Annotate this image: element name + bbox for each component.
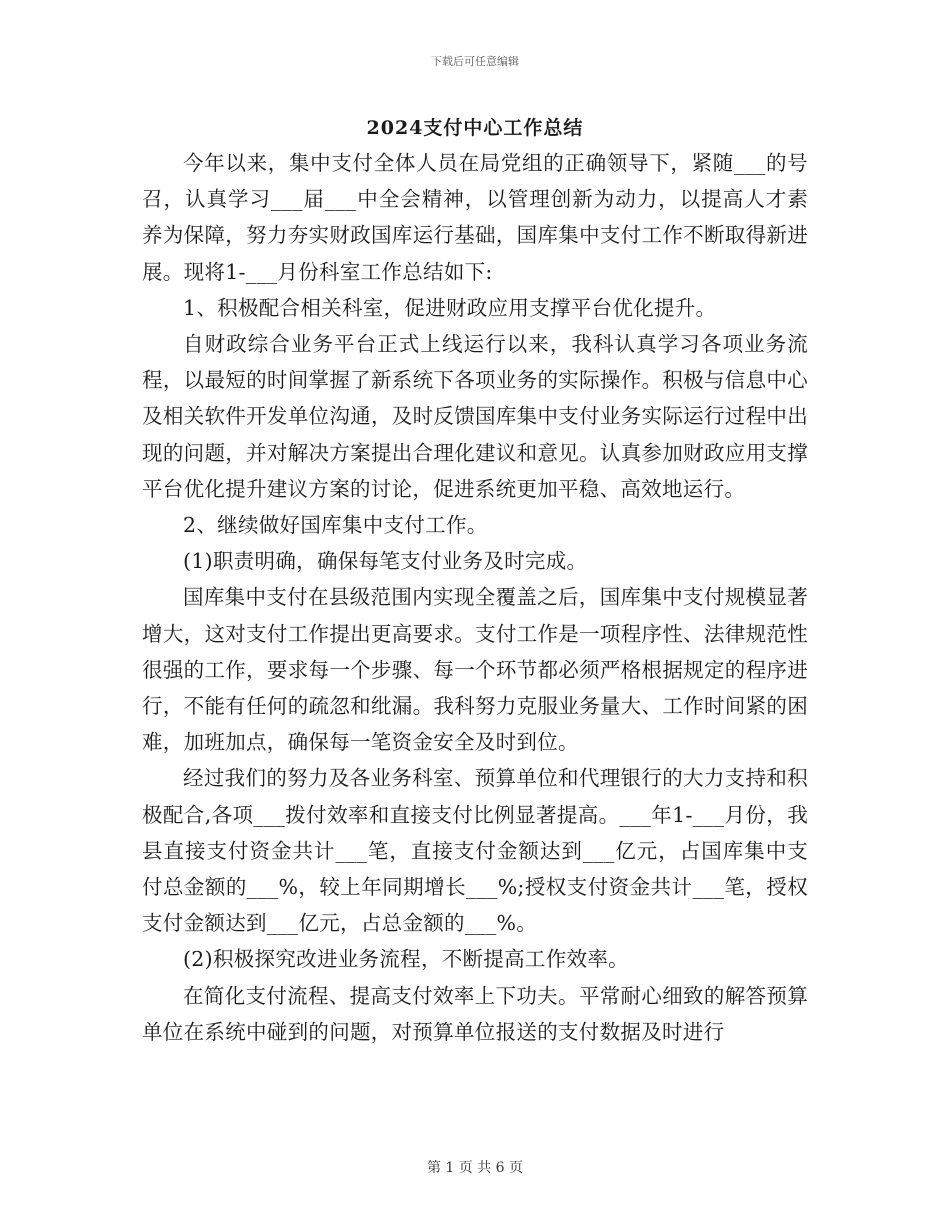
document-title: 2024支付中心工作总结 bbox=[366, 117, 584, 139]
page-number: 第 1 页 共 6 页 bbox=[426, 1160, 524, 1176]
paragraph-payment-stats: 经过我们的努力及各业务科室、预算单位和代理银行的大力支持和积极配合,各项___拨付效率和直接支付比例显著提高。___年1-___月份，我县直接支付资金共计___笔，直接支付金额达到___亿元，占国库集中支付总金额的___%，较上年同期增长___%;授权支付资金共计___笔，授权支付金额达到___亿元，占总金额的___%。 bbox=[142, 766, 808, 936]
subsection-heading-2: (2)积极探究改进业务流程，不断提高工作效率。 bbox=[183, 947, 629, 972]
section-heading-2: 2、继续做好国库集中支付工作。 bbox=[183, 513, 488, 538]
page-header-note: 下载后可任意编辑 bbox=[431, 55, 519, 68]
section-heading-1: 1、积极配合相关科室，促进财政应用支撑平台优化提升。 bbox=[183, 295, 717, 320]
paragraph-platform: 自财政综合业务平台正式上线运行以来，我科认真学习各项业务流程，以最短的时间掌握了新系统下各项业务的实际操作。积极与信息中心及相关软件开发单位沟通，及时反馈国库集中支付业务实际运行过程中出现的问题，并对解决方案提出合理化建议和意见。认真参加财政应用支撑平台优化提升建议方案的讨论，促进系统更加平稳、高效地运行。 bbox=[142, 332, 808, 501]
paragraph-payment-scale: 国库集中支付在县级范围内实现全覆盖之后，国库集中支付规模显著增大，这对支付工作提出更高要求。支付工作是一项程序性、法律规范性很强的工作，要求每一个步骤、每一个环节都必须严格根据规定的程序进行，不能有任何的疏忽和纰漏。我科努力克服业务量大、工作时间紧的困难，加班加点，确保每一笔资金安全及时到位。 bbox=[142, 585, 808, 755]
paragraph-process-improvement: 在简化支付流程、提高支付效率上下功夫。平常耐心细致的解答预算单位在系统中碰到的问题，对预算单位报送的支付数据及时进行 bbox=[142, 983, 808, 1044]
subsection-heading-1: (1)职责明确，确保每笔支付业务及时完成。 bbox=[183, 549, 588, 574]
paragraph-intro: 今年以来，集中支付全体人员在局党组的正确领导下，紧随___的号召，认真学习___届___中全会精神，以管理创新为动力，以提高人才素养为保障，努力夯实财政国库运行基础，国库集中支付工作不断取得新进展。现将1-___月份科室工作总结如下: bbox=[142, 151, 808, 284]
document-body bbox=[142, 145, 808, 1050]
